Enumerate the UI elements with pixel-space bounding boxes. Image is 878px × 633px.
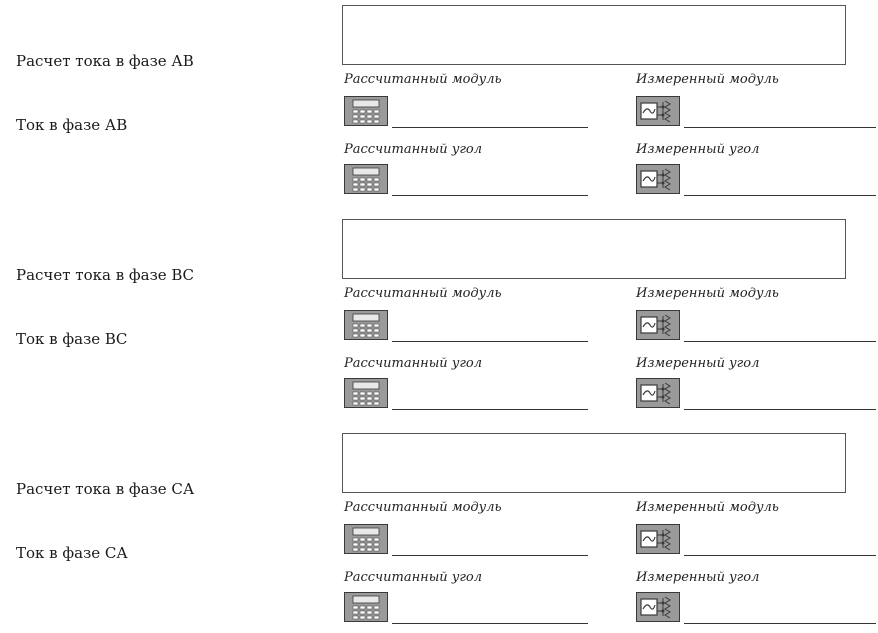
measure-angle-button[interactable]	[636, 378, 680, 408]
current-label: Ток в фазе ВС	[16, 330, 128, 348]
current-label: Ток в фазе АВ	[16, 116, 128, 134]
calc-angle-caption: Рассчитанный угол	[344, 142, 483, 157]
calc-angle-field[interactable]	[392, 390, 588, 410]
measure-angle-button[interactable]	[636, 592, 680, 622]
calc-angle-button[interactable]	[344, 164, 388, 194]
calc-current-label: Расчет тока в фазе ВС	[16, 266, 194, 284]
calc-angle-field[interactable]	[392, 176, 588, 196]
measured-module-field[interactable]	[684, 536, 876, 556]
calc-module-button[interactable]	[344, 524, 388, 554]
calculator-icon	[344, 592, 388, 622]
meter-icon	[636, 310, 680, 340]
measure-module-button[interactable]	[636, 524, 680, 554]
measured-angle-caption: Измеренный угол	[636, 356, 760, 371]
measured-module-field[interactable]	[684, 322, 876, 342]
meter-icon	[636, 164, 680, 194]
measured-module-field[interactable]	[684, 108, 876, 128]
calc-angle-button[interactable]	[344, 592, 388, 622]
measured-angle-field[interactable]	[684, 176, 876, 196]
calc-angle-caption: Рассчитанный угол	[344, 356, 483, 371]
calc-module-field[interactable]	[392, 322, 588, 342]
meter-icon	[636, 524, 680, 554]
calculator-icon	[344, 164, 388, 194]
calc-module-button[interactable]	[344, 310, 388, 340]
calc-module-button[interactable]	[344, 96, 388, 126]
calculator-icon	[344, 378, 388, 408]
calc-angle-button[interactable]	[344, 378, 388, 408]
measured-module-caption: Измеренный модуль	[636, 72, 779, 87]
calc-result-box[interactable]	[342, 219, 846, 279]
calc-module-field[interactable]	[392, 536, 588, 556]
measured-angle-field[interactable]	[684, 390, 876, 410]
phase-bc-section	[0, 214, 878, 419]
calc-result-box[interactable]	[342, 5, 846, 65]
calc-module-field[interactable]	[392, 108, 588, 128]
calc-module-caption: Рассчитанный модуль	[344, 286, 502, 301]
measured-module-caption: Измеренный модуль	[636, 286, 779, 301]
calculator-icon	[344, 310, 388, 340]
measured-angle-caption: Измеренный угол	[636, 570, 760, 585]
current-label: Ток в фазе СА	[16, 544, 128, 562]
calc-current-label: Расчет тока в фазе СА	[16, 480, 195, 498]
measure-angle-button[interactable]	[636, 164, 680, 194]
calc-current-label: Расчет тока в фазе АВ	[16, 52, 194, 70]
measured-angle-caption: Измеренный угол	[636, 142, 760, 157]
calculator-icon	[344, 524, 388, 554]
meter-icon	[636, 592, 680, 622]
calc-result-box[interactable]	[342, 433, 846, 493]
measure-module-button[interactable]	[636, 96, 680, 126]
measured-angle-field[interactable]	[684, 604, 876, 624]
calc-angle-field[interactable]	[392, 604, 588, 624]
meter-icon	[636, 378, 680, 408]
meter-icon	[636, 96, 680, 126]
phase-ca-section	[0, 428, 878, 633]
calc-module-caption: Рассчитанный модуль	[344, 500, 502, 515]
calc-angle-caption: Рассчитанный угол	[344, 570, 483, 585]
calc-module-caption: Рассчитанный модуль	[344, 72, 502, 87]
measure-module-button[interactable]	[636, 310, 680, 340]
phase-ab-section	[0, 0, 878, 205]
measured-module-caption: Измеренный модуль	[636, 500, 779, 515]
calculator-icon	[344, 96, 388, 126]
